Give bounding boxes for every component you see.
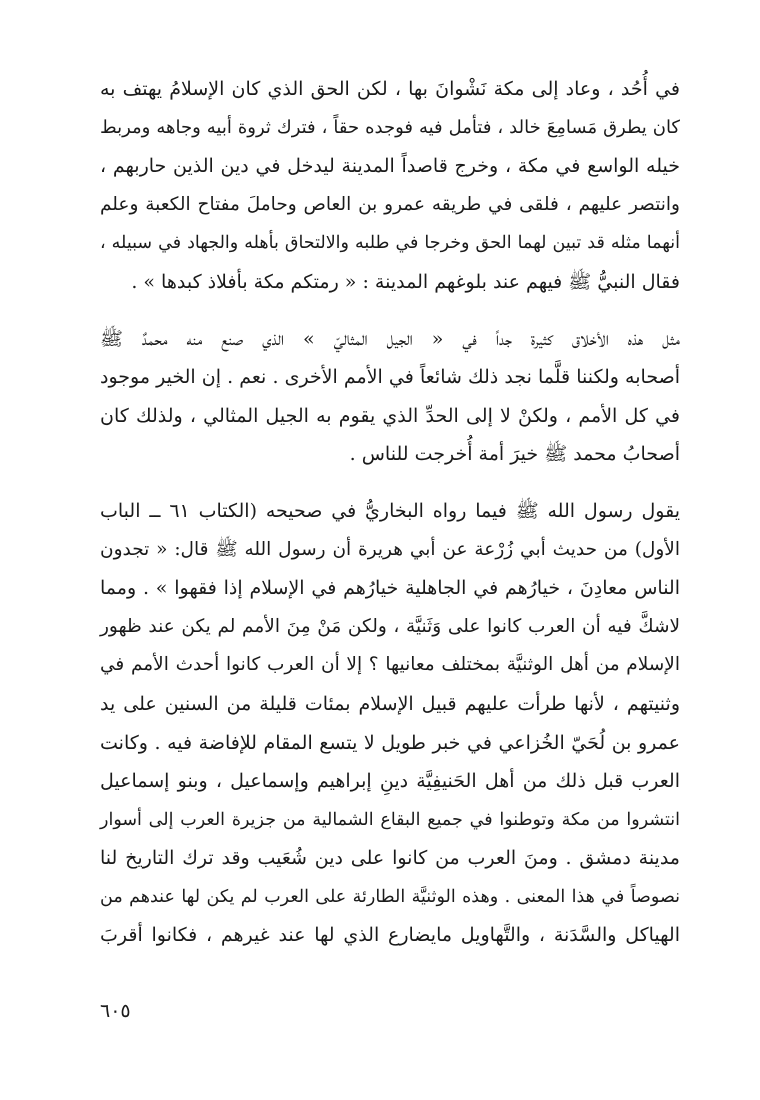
text-line: نصوصاً في هذا المعنى . وهذه الوثنيَّة الطارئة على العرب لم يكن لها عندهم من: [100, 886, 680, 907]
text-line: أصحابه ولكننا قلَّما نجد ذلك شائعاً في الأمم الأخرى . نعم . إن الخير موجود: [100, 366, 680, 389]
paragraph: [100, 320, 680, 474]
text-line: فقال النبيُّ ﷺ فيهم عند بلوغهم المدينة : « رمتكم مكة بأفلاذ كبدها » .: [131, 270, 680, 293]
text-line: خيله الواسع في مكة ، وخرج قاصداً المدينة ليدخل في دين الذين حاربهم ،: [100, 155, 680, 178]
text-line: في أُحُد ، وعاد إلى مكة نَشْوانَ بها ، لكن الحق الذي كان الإسلامُ يهتف به: [100, 78, 680, 100]
text-line: كان يطرق مَسامِعَ خالد ، فتأمل فيه فوجده حقاً ، فترك ثروة أبيه وجاهه ومربط: [100, 116, 680, 138]
text-line: يقول رسول الله ﷺ فيما رواه البخاريُّ في صحيحه (الكتاب ٦١ ــ الباب: [100, 499, 680, 522]
paragraph: [100, 492, 680, 955]
text-line: عمرو بن لُحَيّ الخُزاعي في خبر طويل لا يتسع المقام للإفاضة فيه . وكانت: [100, 731, 680, 754]
text-line: في كل الأمم ، ولكنْ لا إلى الحدِّ الذي يقوم به الجيل المثالي ، ولذلك كان: [100, 404, 680, 427]
text-line: لاشكَّ فيه أن العرب كانوا على وَثَنيَّة ، ولكن مَنْ مِنَ الأمم لم يكن عند ظهور: [100, 615, 680, 637]
page-body: [100, 70, 680, 955]
paragraph: [100, 70, 680, 302]
text-line: العرب قبل ذلك من أهل الحَنيفِيَّة دينِ إبراهيم وإسماعيل ، وبنو إسماعيل: [100, 770, 680, 793]
text-line: وثنيتهم ، لأنها طرأت عليهم قبيل الإسلام بمئات قليلة من السنين على يد: [100, 692, 680, 715]
text-line: مدينة دمشق . ومنَ العرب من كانوا على دين شُعَيب وقد ترك التاريخ لنا: [100, 847, 680, 870]
text-line: الإسلام من أهل الوثنيَّة بمختلف معانيها ؟ إلا أن العرب كانوا أحدث الأمم في: [100, 654, 680, 676]
text-line: الهياكل والسَّدَنة ، والتَّهاويل مايضارع الذي لها عند غيرهم ، فكانوا أقربَ: [100, 924, 680, 947]
text-line: الأول) من حديث أبي زُرْعة عن أبي هريرة أن رسول الله ﷺ قال: « تجدون: [100, 538, 680, 560]
text-line: انتشروا من مكة وتوطنوا في جميع البقاع الشمالية من جزيرة العرب إلى أسوار: [100, 809, 680, 830]
text-line: أنهما مثله قد تبين لهما الحق وخرجا في طلبه والالتحاق بأهله والجهاد في سبيله ،: [100, 233, 680, 254]
text-line: مثل هذه الأخلاق كثيرة جداً في « الجيل المثاليّ » الذي صنع منه محمدٌ ﷺ: [100, 327, 680, 350]
text-line: أصحابُ محمد ﷺ خيرَ أمة أُخرجت للناس .: [349, 443, 680, 466]
text-line: الناس معادِنَ ، خيارُهم في الجاهلية خيارُهم في الإسلام إذا فقهوا » . ومما: [100, 577, 680, 600]
text-line: وانتصر عليهم ، فلقى في طريقه عمرو بن العاص وحاملَ مفتاح الكعبة وعلم: [100, 193, 680, 215]
page-number: ٦٠٥: [100, 1000, 131, 1022]
